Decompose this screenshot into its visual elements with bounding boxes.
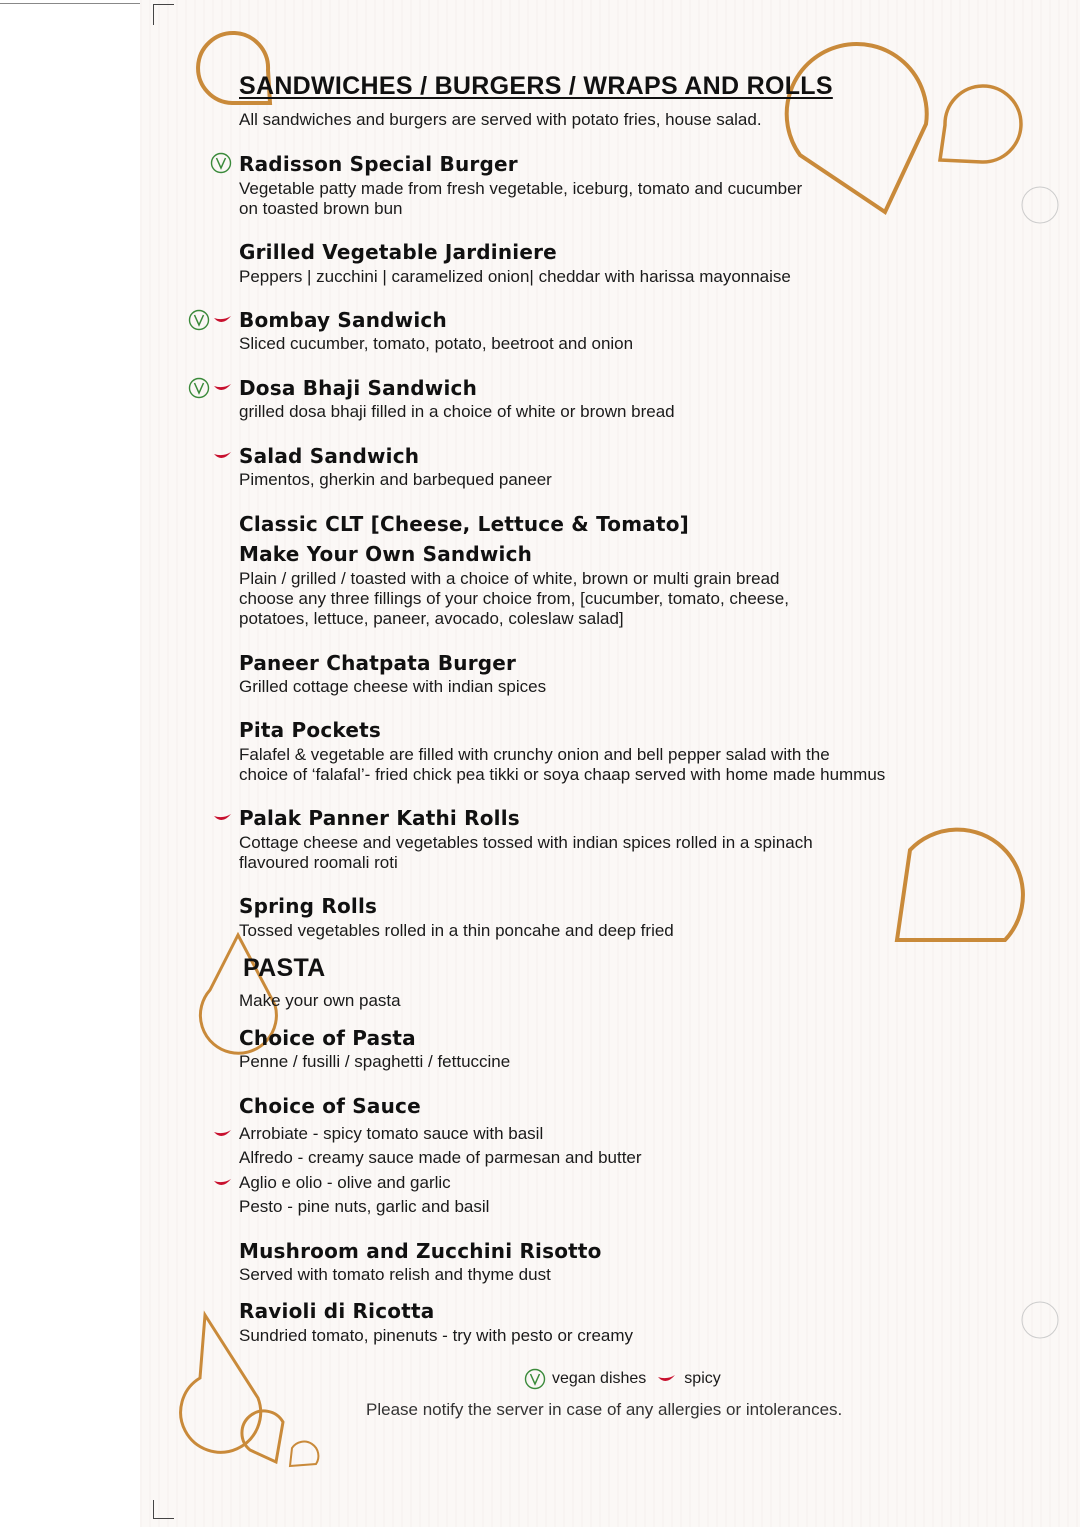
menu-item-desc: Cottage cheese and vegetables tossed with indian spices rolled in a spinach: [239, 833, 813, 852]
menu-item-desc: Peppers | zucchini | caramelized onion| cheddar with harissa mayonnaise: [239, 267, 791, 286]
crop-mark: [153, 4, 174, 25]
menu-item-title: Palak Panner Kathi Rolls: [239, 806, 520, 830]
menu-item-desc: grilled dosa bhaji filled in a choice of white or brown bread: [239, 402, 675, 421]
chili-icon: [213, 450, 233, 462]
menu-item-title: Choice of Pasta: [239, 1026, 416, 1050]
chili-icon: [213, 314, 233, 326]
section-heading-sandwiches: SANDWICHES / BURGERS / WRAPS AND ROLLS: [239, 72, 833, 100]
menu-item-desc: choice of ‘falafal’- fried chick pea tikki or soya chaap served with home made hummus: [239, 765, 886, 784]
menu-item-title: Salad Sandwich: [239, 444, 420, 468]
chili-icon: [213, 812, 233, 824]
vegan-v-icon: [188, 309, 210, 331]
menu-item-title: Radisson Special Burger: [239, 152, 518, 176]
menu-item-desc: on toasted brown bun: [239, 199, 403, 218]
sauce-option: Pesto - pine nuts, garlic and basil: [239, 1197, 490, 1216]
menu-item-title: Classic CLT [Cheese, Lettuce & Tomato]: [239, 512, 690, 536]
menu-item-desc: Plain / grilled / toasted with a choice of white, brown or multi grain bread: [239, 569, 780, 588]
chili-icon: [213, 382, 233, 394]
sauce-option: Arrobiate - spicy tomato sauce with basil: [239, 1124, 544, 1143]
menu-item-title: Ravioli di Ricotta: [239, 1299, 435, 1323]
menu-item-title: Bombay Sandwich: [239, 308, 447, 332]
menu-item-title: Make Your Own Sandwich: [239, 542, 533, 566]
menu-item-title: Paneer Chatpata Burger: [239, 651, 517, 675]
legend-spicy-label: spicy: [684, 1370, 721, 1387]
section-subtitle: All sandwiches and burgers are served with potato fries, house salad.: [239, 110, 762, 129]
menu-item-desc: potatoes, lettuce, paneer, avocado, coleslaw salad]: [239, 609, 624, 628]
section-subtitle: Make your own pasta: [239, 991, 401, 1010]
menu-item-title: Spring Rolls: [239, 894, 378, 918]
sauce-option: Alfredo - creamy sauce made of parmesan and butter: [239, 1148, 642, 1167]
menu-item-title: Mushroom and Zucchini Risotto: [239, 1239, 602, 1263]
menu-item-desc: Sliced cucumber, tomato, potato, beetroot and onion: [239, 334, 634, 353]
sauce-option: Aglio e olio - olive and garlic: [239, 1173, 451, 1192]
menu-item-desc: choose any three fillings of your choice from, [cucumber, tomato, cheese,: [239, 589, 789, 608]
menu-item-desc: Served with tomato relish and thyme dust: [239, 1265, 551, 1284]
chili-icon: [213, 1177, 233, 1189]
menu-item-desc: Grilled cottage cheese with indian spices: [239, 677, 547, 696]
menu-item-desc: flavoured roomali roti: [239, 853, 398, 872]
menu-item-desc: Sundried tomato, pinenuts - try with pesto or creamy: [239, 1326, 634, 1345]
menu-item-desc: Penne / fusilli / spaghetti / fettuccine: [239, 1052, 511, 1071]
menu-item-title: Grilled Vegetable Jardiniere: [239, 240, 557, 264]
crop-mark: [153, 1500, 174, 1519]
section-heading-pasta: PASTA: [243, 954, 326, 982]
menu-item-title: Dosa Bhaji Sandwich: [239, 376, 478, 400]
allergy-notice: Please notify the server in case of any allergies or intolerances.: [366, 1400, 843, 1419]
vegan-v-icon: [524, 1368, 546, 1390]
menu-item-desc: Vegetable patty made from fresh vegetable, iceburg, tomato and cucumber: [239, 179, 803, 198]
vegan-v-icon: [210, 152, 232, 174]
vegan-v-icon: [188, 377, 210, 399]
chili-icon: [213, 1128, 233, 1140]
menu-item-desc: Pimentos, gherkin and barbequed paneer: [239, 470, 552, 489]
legend: [524, 1368, 721, 1390]
legend-vegan-label: vegan dishes: [552, 1370, 647, 1387]
menu-item-title: Choice of Sauce: [239, 1094, 421, 1118]
chili-icon: [656, 1373, 678, 1385]
menu-item-title: Pita Pockets: [239, 718, 381, 742]
menu-item-desc: Falafel & vegetable are filled with crunchy onion and bell pepper salad with the: [239, 745, 830, 764]
menu-item-desc: Tossed vegetables rolled in a thin poncahe and deep fried: [239, 921, 674, 940]
